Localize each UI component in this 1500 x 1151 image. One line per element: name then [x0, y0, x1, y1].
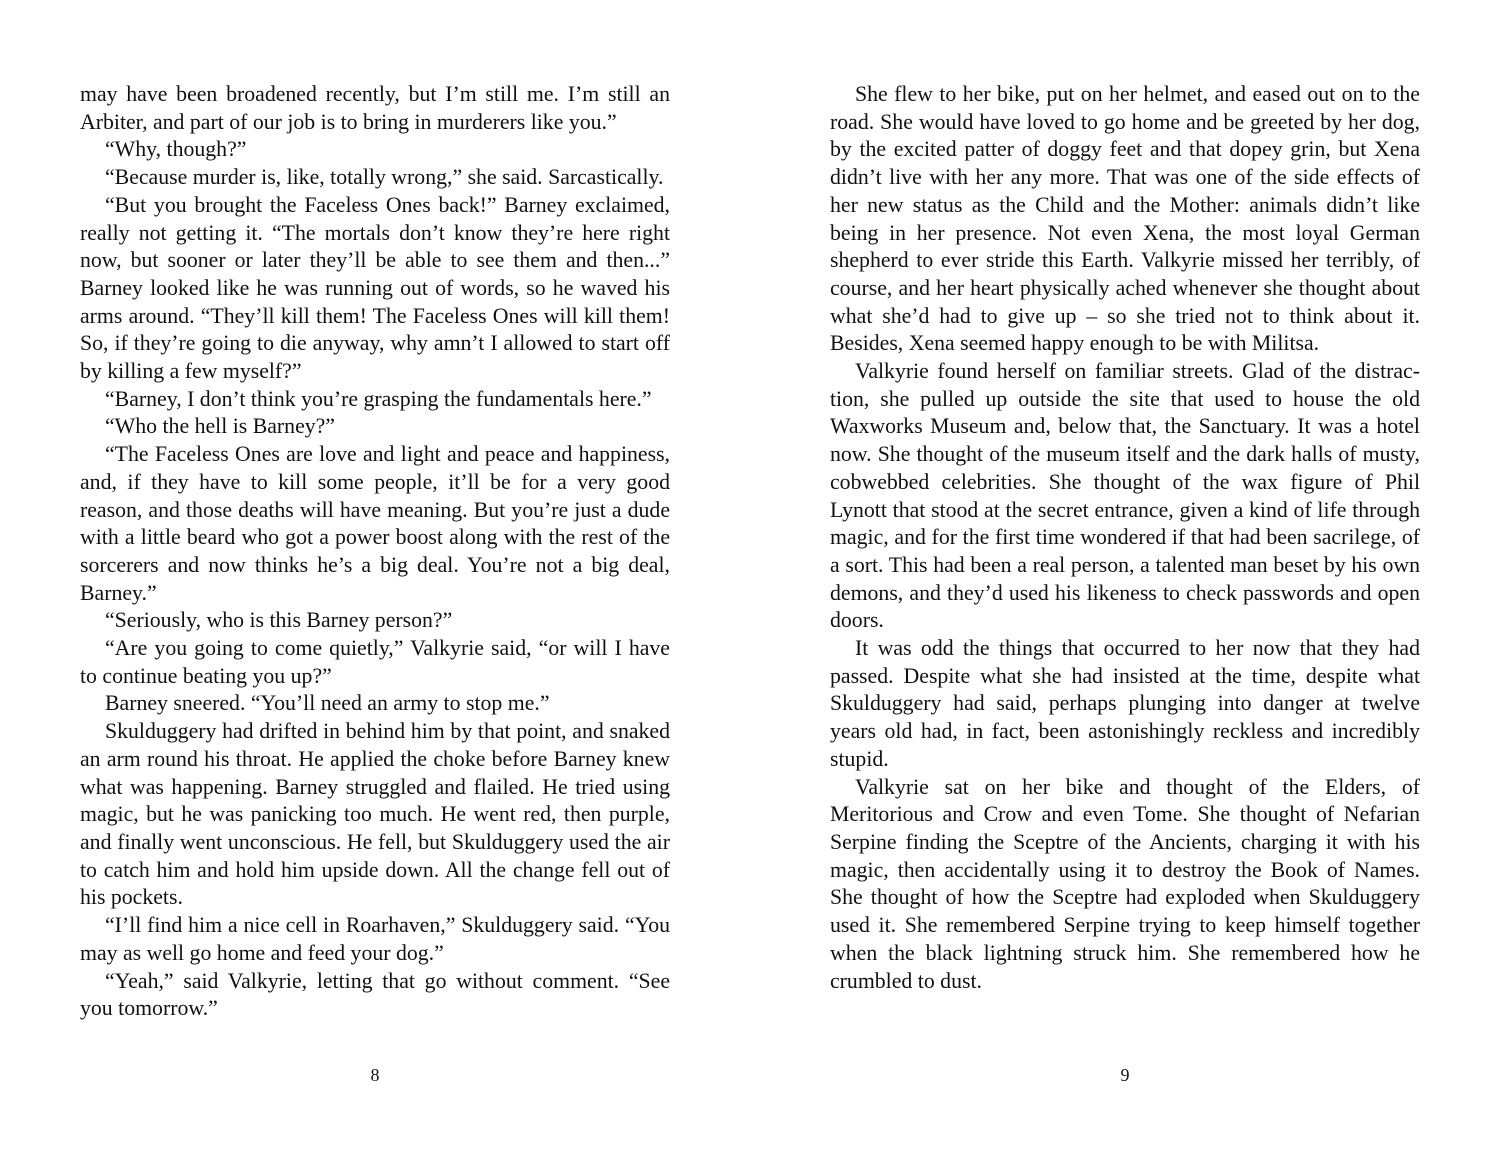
paragraph: “Yeah,” said Valkyrie, letting that go without comment. “See you tomorrow.” [80, 968, 670, 1021]
right-page-text [830, 81, 1420, 995]
paragraph: Valkyrie sat on her bike and thought of the Elders, of Meritorious and Crow and even Tome. She thought of Nefarian Serpine finding the Sceptre of the Ancients, charging it with his magic, then accidentally using it to destroy the Book of Names. She thought of how the Sceptre had exploded when Skulduggery used it. She remembered Serpine trying to keep himself together when the black lightning struck him. She remembered how he crumbled to dust. [830, 774, 1420, 993]
paragraph: “Barney, I don’t think you’re grasping the fundamentals here.” [105, 386, 652, 411]
paragraph: “Who the hell is Barney?” [105, 414, 335, 439]
paragraph: “Seriously, who is this Barney person?” [105, 608, 453, 633]
paragraph: may have been broadened recently, but I’m still me. I’m still an Arbiter, and part of our job is to bring in murderers like you.” [80, 82, 670, 134]
paragraph: “Because murder is, like, totally wrong,” she said. Sarcastically. [105, 165, 664, 190]
paragraph: It was odd the things that occurred to her now that they had passed. Despite what she had insisted at the time, despite what Skulduggery had said, perhaps plunging into danger at twelve years old had, in fact, been astonishingly reckless and incredibly stupid. [830, 636, 1420, 771]
paragraph: “The Faceless Ones are love and light and peace and happiness, and, if they have to kill some people, it’ll be for a very good reason, and those deaths will have meaning. But you’re just a dude with a little beard who got a power boost along with the rest of the sorcerers and now thinks he’s a big deal. You’re not a big deal, Barney.” [80, 442, 670, 605]
page-number: 8 [370, 1065, 380, 1085]
page-number: 9 [1120, 1065, 1130, 1085]
paragraph: Skulduggery had drifted in behind him by that point, and snaked an arm round his throat. He applied the choke before Barney knew what was happening. Barney struggled and flailed. He tried using magic, but he was panicking too much. He went red, then purple, and finally went unconscious. He fell, but Skulduggery used the air to catch him and hold him upside down. All the change fell out of his pockets. [80, 719, 670, 910]
paragraph: She flew to her bike, put on her helmet, and eased out on to the road. She would have loved to go home and be greeted by her dog, by the excited patter of doggy feet and that dopey grin, but Xena didn’t live with her any more. That was one of the side effects of her new status as the Child and the Mother: animals didn’t like being in her presence. Not even Xena, the most loyal German shepherd to ever stride this Earth. Valkyrie missed her terribly, of course, and her heart physically ached whenever she thought about what she’d had to give up – so she tried not to think about it. Besides, Xena seemed happy enough to be with Militsa. [830, 82, 1420, 356]
paragraph: Valkyrie found herself on familiar streets. Glad of the distraction, she pulled up outside the site that used to house the old Waxworks Museum and, below that, the Sanctuary. It was a hotel now. She thought of the museum itself and the dark halls of musty, cobwebbed celebrities. She thought of the wax figure of Phil Lynott that stood at the secret entrance, given a kind of life through magic, and for the first time wondered if that had been sacrilege, of a sort. This had been a real person, a talented man beset by his own demons, and they’d used his likeness to check passwords and open doors. [830, 359, 1420, 633]
left-page-text [80, 81, 670, 1023]
right-page [750, 0, 1500, 1151]
paragraph: “Are you going to come quietly,” Valkyrie said, “or will I have to continue beating you up?” [80, 636, 670, 688]
paragraph: Barney sneered. “You’ll need an army to stop me.” [105, 691, 550, 716]
paragraph: “But you brought the Faceless Ones back!” Barney exclaimed, really not getting it. “The mortals don’t know they’re here right now, but sooner or later they’ll be able to see them and then...” Barney looked like he was running out of words, so he waved his arms around. “They’ll kill them! The Faceless Ones will kill them! So, if they’re going to die anyway, why amn’t I allowed to start off by killing a few myself?” [80, 192, 670, 384]
paragraph: “Why, though?” [105, 137, 247, 162]
paragraph: “I’ll find him a nice cell in Roarhaven,” Skulduggery said. “You may as well go home and feed your dog.” [80, 913, 670, 965]
